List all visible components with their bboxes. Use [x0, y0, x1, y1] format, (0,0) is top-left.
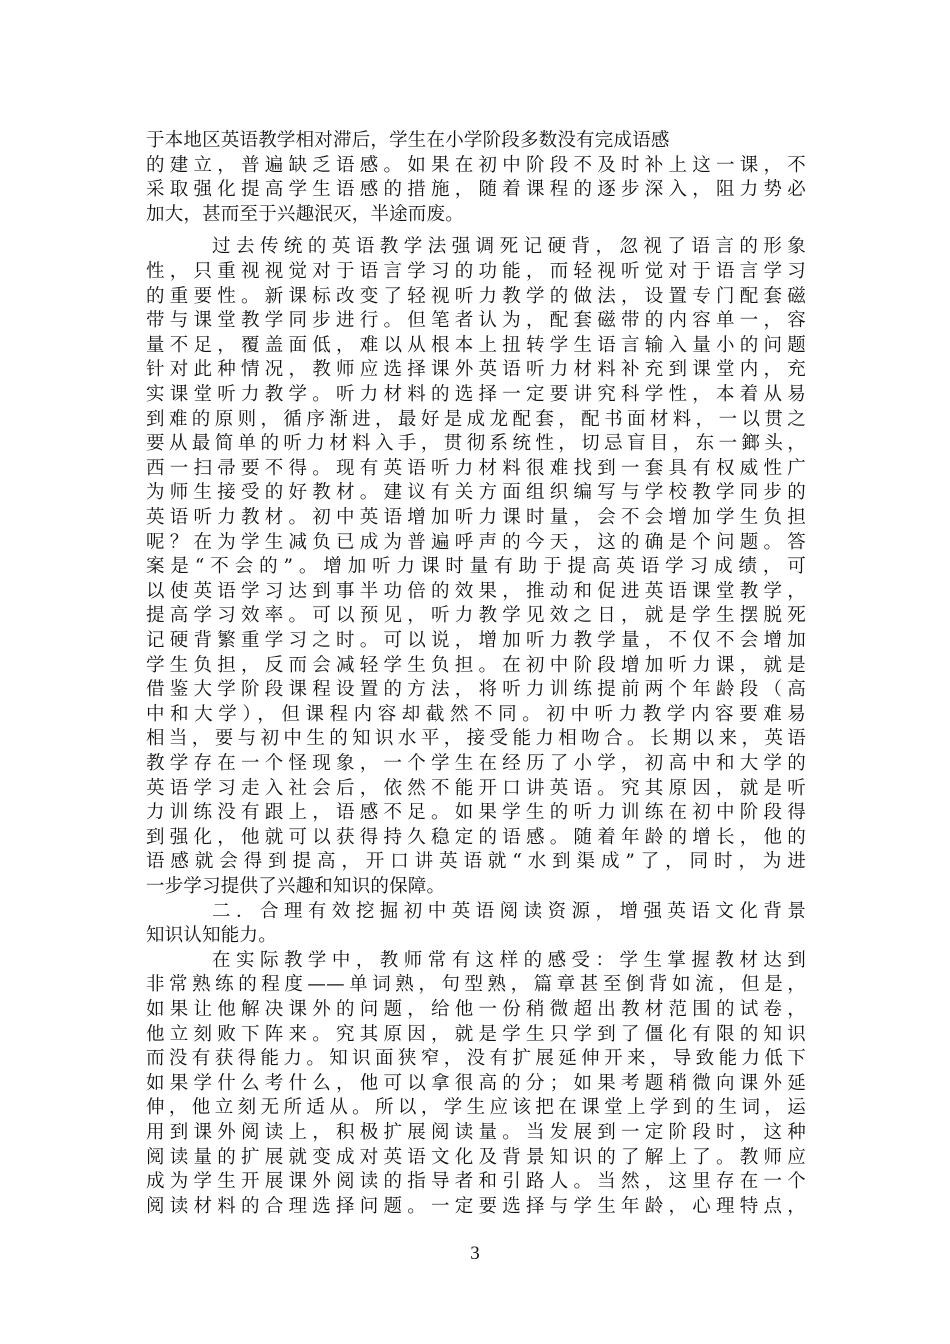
text-line: 成为学生开展课外阅读的指导者和引路人。当然，这里存在一个	[146, 1171, 806, 1193]
text-line: 如果学什么考什么，他可以拿很高的分；如果考题稍微向课外延	[146, 1072, 806, 1094]
text-line: 而没有获得能力。知识面狭窄，没有扩展延伸开来，导致能力低下	[146, 1048, 806, 1070]
text-line: 阅读量的扩展就变成对英语文化及背景知识的了解上了。教师应	[146, 1146, 806, 1168]
text-line: 记硬背繁重学习之时。可以说，增加听力教学量，不仅不会增加	[146, 630, 806, 651]
text-line: 实课堂听力教学。听力材料的选择一定要讲究科学性，本着从易	[146, 384, 806, 405]
text-line: 用到课外阅读上，积极扩展阅读量。当发展到一定阶段时，这种	[146, 1122, 806, 1143]
text-line: 西一扫帚要不得。现有英语听力材料很难找到一套具有权威性广	[146, 457, 806, 479]
text-line: 加大，甚而至于兴趣泯灭，半途而废。	[146, 203, 464, 225]
text-line: 他立刻败下阵来。究其原因，就是学生只学到了僵化有限的知识	[146, 1023, 806, 1045]
text-line: 英语听力教材。初中英语增加听力课时量，会不会增加学生负担	[146, 507, 806, 528]
text-line: 带与课堂教学同步进行。但笔者认为，配套磁带的内容单一，容	[146, 310, 806, 332]
text-line: 英语学习走入社会后，依然不能开口讲英语。究其原因，就是听	[146, 777, 806, 799]
text-line: 非常熟练的程度——单词熟，句型熟，篇章甚至倒背如流，但是，	[146, 974, 806, 996]
text-line: 伸，他立刻无所适从。所以，学生应该把在课堂上学到的生词，运	[146, 1097, 806, 1119]
text-line: 提高学习效率。可以预见，听力教学见效之日，就是学生摆脱死	[146, 605, 806, 627]
text-line: 学生负担，反而会减轻学生负担。在初中阶段增加听力课，就是	[146, 654, 806, 676]
text-line: 针对此种情况，教师应选择课外英语听力材料补充到课堂内，充	[146, 359, 806, 381]
text-line: 于本地区英语教学相对滞后，学生在小学阶段多数没有完成语感	[146, 130, 670, 151]
text-line: 呢？在为学生减负已成为普遍呼声的今天，这的确是个问题。答	[146, 531, 806, 553]
text-line: 过去传统的英语教学法强调死记硬背，忽视了语言的形象	[212, 236, 806, 258]
text-line: 语感就会得到提高，开口讲英语就“水到渠成”了，同时，为进	[146, 851, 806, 873]
text-line: 教学存在一个怪现象，一个学生在经历了小学，初高中和大学的	[146, 753, 806, 774]
text-line: 要从最简单的听力材料入手，贯彻系统性，切忌盲目，东一鎯头，	[146, 433, 806, 455]
text-line: 相当，要与初中生的知识水平，接受能力相吻合。长期以来，英语	[146, 728, 806, 750]
text-line: 阅读材料的合理选择问题。一定要选择与学生年龄，心理特点，	[146, 1195, 806, 1217]
text-line: 中和大学），但课程内容却截然不同。初中听力教学内容要难易	[146, 703, 806, 725]
text-line: 如果让他解决课外的问题，给他一份稍微超出教材范围的试卷，	[146, 999, 806, 1020]
text-line: 到强化，他就可以获得持久稳定的语感。随着年龄的增长，他的	[146, 826, 806, 848]
text-line: 的重要性。新课标改变了轻视听力教学的做法，设置专门配套磁	[146, 285, 806, 307]
text-line: 到难的原则，循序渐进，最好是成龙配套，配书面材料，一以贯之	[146, 408, 806, 430]
text-line: 案是“不会的”。增加听力课时量有助于提高英语学习成绩，可	[146, 556, 806, 578]
text-line: 以使英语学习达到事半功倍的效果，推动和促进英语课堂教学，	[146, 580, 806, 602]
text-line: 的建立，普遍缺乏语感。如果在初中阶段不及时补上这一课，不	[146, 154, 806, 176]
text-line: 为师生接受的好教材。建议有关方面组织编写与学校教学同步的	[146, 482, 806, 504]
text-line: 借鉴大学阶段课程设置的方法，将听力训练提前两个年龄段（高	[146, 679, 806, 701]
text-line: 一步学习提供了兴趣和知识的保障。	[146, 876, 446, 897]
text-line: 量不足，覆盖面低，难以从根本上扭转学生语言输入量小的问题	[146, 334, 806, 356]
text-line: 采取强化提高学生语感的措施，随着课程的逐步深入，阻力势必	[146, 179, 806, 201]
text-line: 力训练没有跟上，语感不足。如果学生的听力训练在初中阶段得	[146, 802, 806, 824]
section-heading-line: 二．合理有效挖掘初中英语阅读资源，增强英语文化背景	[212, 900, 806, 922]
section-heading-line: 知识认知能力。	[146, 925, 277, 947]
page-number: 3	[470, 1243, 480, 1264]
text-line: 在实际教学中，教师常有这样的感受：学生掌握教材达到	[212, 949, 806, 971]
text-line: 性，只重视视觉对于语言学习的功能，而轻视听觉对于语言学习	[146, 261, 806, 282]
